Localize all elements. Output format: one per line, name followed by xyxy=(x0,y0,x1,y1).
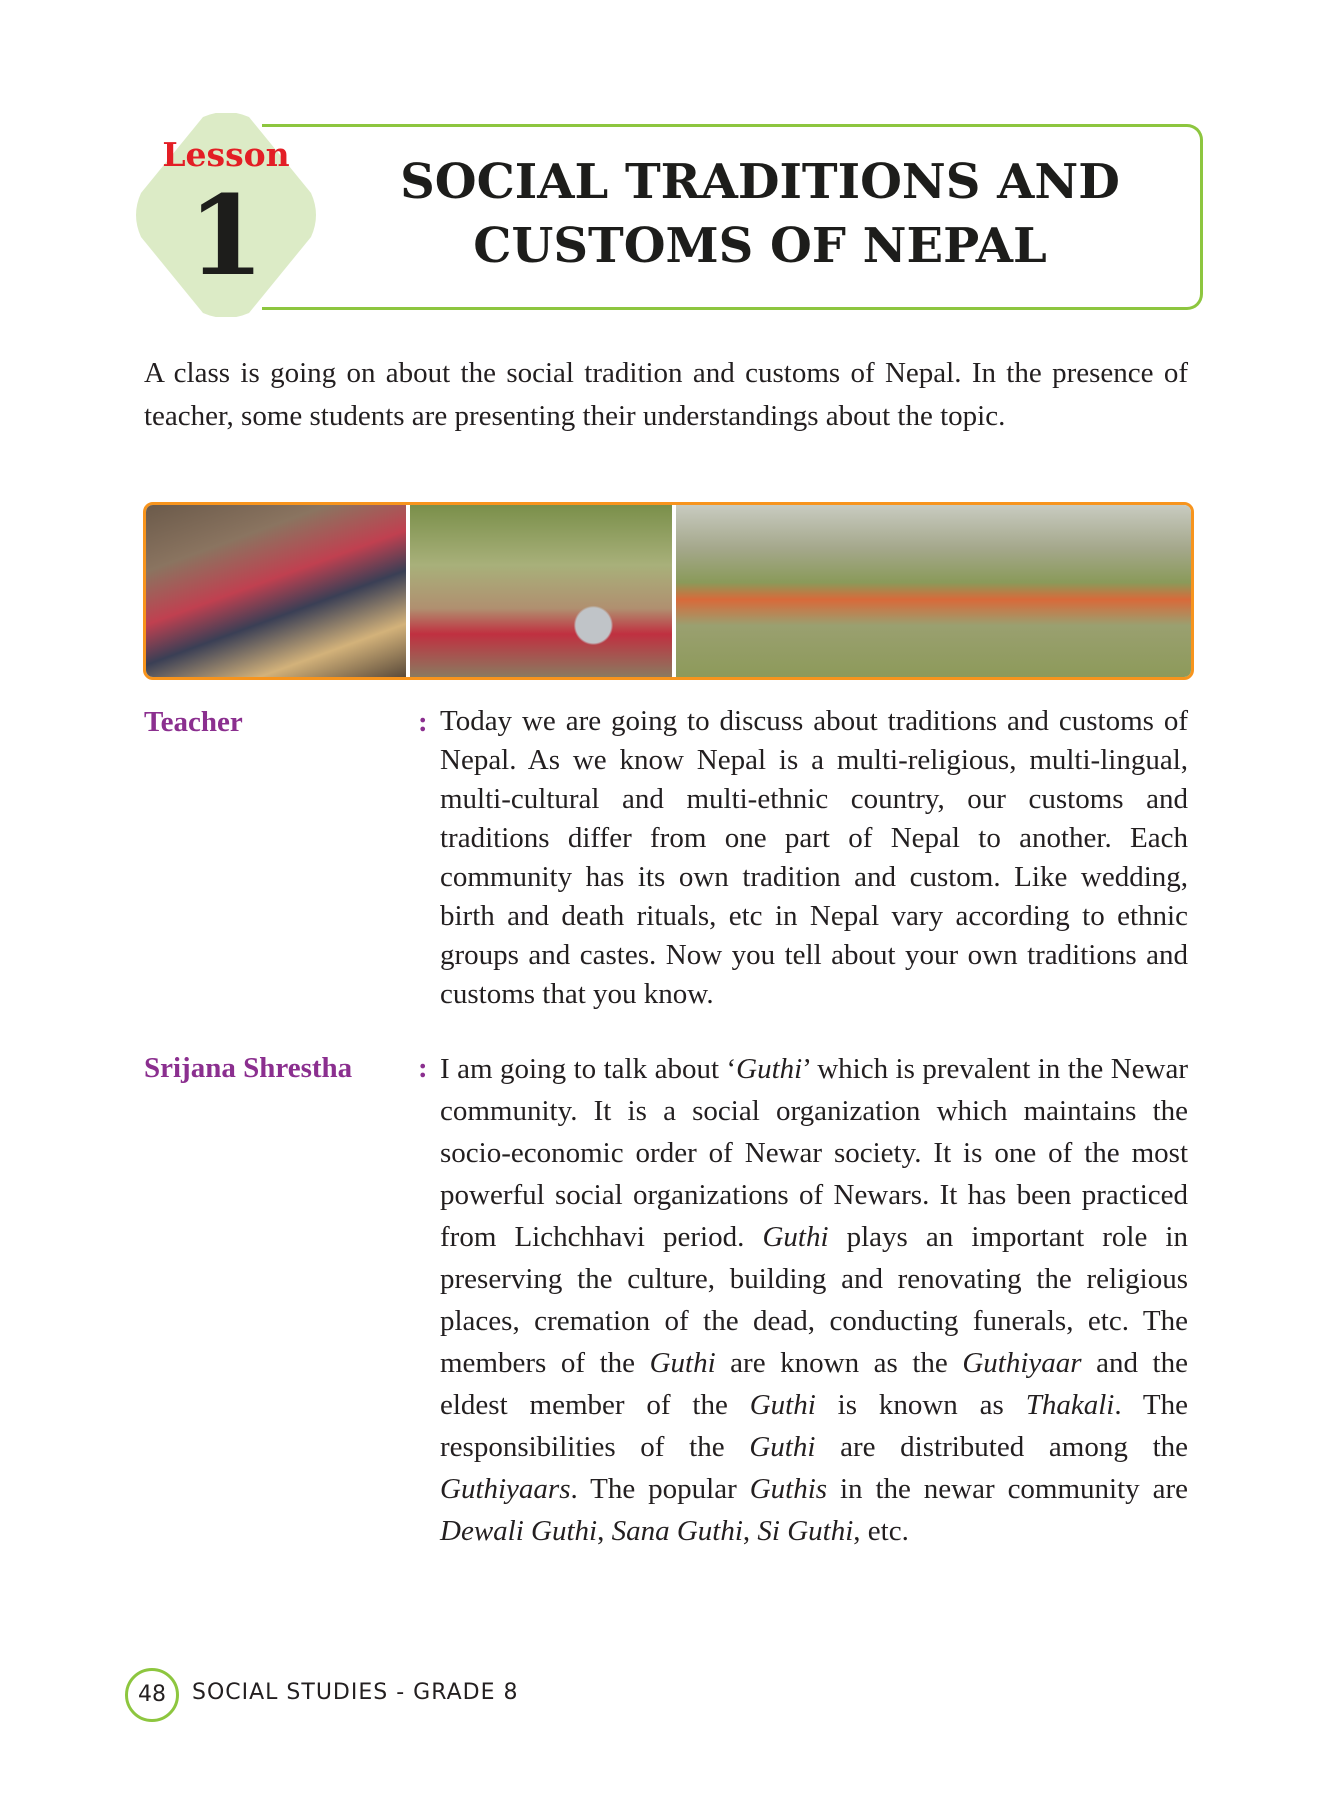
text-segment: is known as xyxy=(815,1389,1026,1421)
text-segment: are distributed among the xyxy=(815,1431,1188,1463)
italic-term: Dewali Guthi xyxy=(440,1515,598,1547)
dialogue-row-teacher xyxy=(144,702,1188,1014)
intro-paragraph: A class is going on about the social tradition and customs of Nepal. In the presence of teacher, some students are presenting their understandings about the topic. xyxy=(144,357,1188,432)
photo-strip xyxy=(143,502,1194,680)
italic-term: Thakali xyxy=(1025,1389,1115,1421)
page-number: 48 xyxy=(125,1668,179,1722)
text-segment: in the newar community are xyxy=(827,1473,1188,1505)
speaker-srijana: Srijana Shrestha xyxy=(144,1052,353,1084)
italic-term: Guthiyaar xyxy=(962,1347,1082,1379)
text-segment: I am going to talk about ‘ xyxy=(440,1053,737,1085)
text-segment: ’ which is prevalent in the Newar community. It is a social organization which maintains the socio-economic order of Newar society. It is one of the most powerful social organizations of Newars. It has been practiced from Lichchhavi period. xyxy=(440,1053,1188,1253)
italic-term: Guthi xyxy=(649,1347,716,1379)
italic-term: Si Guthi xyxy=(757,1515,854,1547)
text-segment: , xyxy=(597,1515,612,1547)
italic-term: Guthi xyxy=(762,1221,829,1253)
text-segment: . The popular xyxy=(570,1473,750,1505)
text-segment: plays an important role in preserving the culture, building and renovating the religious places, cremation of the dead, conducting funerals, etc. The members of the xyxy=(440,1221,1188,1379)
dialogue xyxy=(144,702,1188,1586)
italic-term: Guthiyaars xyxy=(440,1473,571,1505)
dialogue-row-srijana xyxy=(144,1048,1188,1552)
people-eating-feast-photo xyxy=(146,505,406,677)
srijana-speech xyxy=(440,1048,1188,1552)
page-title xyxy=(330,150,1190,278)
title-line-1: SOCIAL TRADITIONS AND xyxy=(400,154,1120,210)
italic-term: Guthi xyxy=(736,1053,803,1085)
text-segment: are known as the xyxy=(715,1347,963,1379)
colon: : xyxy=(418,1052,428,1084)
lesson-number: 1 xyxy=(187,171,265,300)
footer-book-title: SOCIAL STUDIES - GRADE 8 xyxy=(192,1680,519,1705)
italic-term: Guthi xyxy=(749,1389,816,1421)
teacher-speech: Today we are going to discuss about traditions and customs of Nepal. As we know Nepal is a multi-religious, multi-lingual, multi-cultural and multi-ethnic country, our customs and traditions differ from one part of Nepal to another. Each community has its own tradition and custom. Like wedding, birth and death rituals, etc in Nepal vary according to ethnic groups and castes. Now you tell about your own traditions and customs that you know. xyxy=(440,705,1188,1010)
italic-term: Guthis xyxy=(749,1473,828,1505)
outdoor-cooking-picnic-photo xyxy=(410,505,672,677)
text-segment: and the eldest member of the xyxy=(440,1347,1188,1421)
title-line-2: CUSTOMS OF NEPAL xyxy=(473,218,1047,274)
lesson-label: Lesson xyxy=(162,135,290,174)
text-segment: . The responsibilities of the xyxy=(440,1389,1189,1463)
group-sitting-in-circle-photo xyxy=(676,505,1191,677)
text-segment: , etc. xyxy=(853,1515,909,1547)
italic-term: Sana Guthi xyxy=(611,1515,743,1547)
italic-term: Guthi xyxy=(749,1431,816,1463)
colon: : xyxy=(418,706,428,738)
speaker-teacher: Teacher xyxy=(144,706,243,738)
text-segment: , xyxy=(742,1515,758,1547)
